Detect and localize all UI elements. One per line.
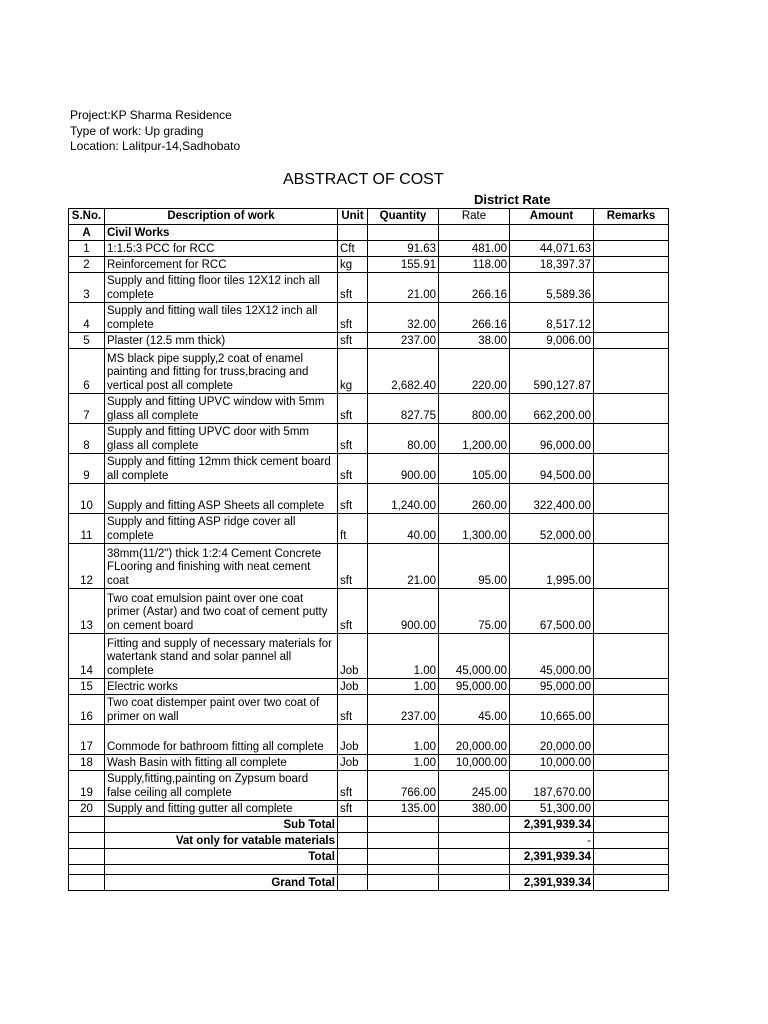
- item-unit: kg: [338, 257, 368, 273]
- item-sno: 14: [69, 634, 105, 679]
- item-quantity: 91.63: [368, 241, 439, 257]
- item-amount: 187,670.00: [510, 771, 594, 801]
- item-unit: kg: [338, 349, 368, 394]
- item-sno: 15: [69, 679, 105, 695]
- item-unit: Job: [338, 725, 368, 755]
- table-row: [69, 514, 669, 544]
- item-quantity: 766.00: [368, 771, 439, 801]
- item-amount: 9,006.00: [510, 333, 594, 349]
- item-amount: 1,995.00: [510, 544, 594, 589]
- item-quantity: 40.00: [368, 514, 439, 544]
- item-sno: 12: [69, 544, 105, 589]
- col-header-rate: Rate: [439, 209, 510, 225]
- location: Location: Lalitpur-14,Sadhobato: [70, 139, 241, 153]
- item-rate: 38.00: [439, 333, 510, 349]
- item-rate: 1,300.00: [439, 514, 510, 544]
- item-quantity: 1.00: [368, 725, 439, 755]
- item-unit: sft: [338, 695, 368, 725]
- item-quantity: 237.00: [368, 695, 439, 725]
- item-amount: 51,300.00: [510, 801, 594, 817]
- table-row: [69, 771, 669, 801]
- item-amount: 96,000.00: [510, 424, 594, 454]
- item-quantity: 135.00: [368, 801, 439, 817]
- table-row: [69, 257, 669, 273]
- item-description: Supply,fitting,painting on Zypsum board false ceiling all complete: [105, 771, 338, 801]
- item-description: Two coat distemper paint over two coat of primer on wall: [105, 695, 338, 725]
- table-row: [69, 755, 669, 771]
- item-unit: sft: [338, 454, 368, 484]
- col-header-sno: S.No.: [69, 209, 105, 225]
- item-description: Plaster (12.5 mm thick): [105, 333, 338, 349]
- item-rate: 45,000.00: [439, 634, 510, 679]
- item-unit: sft: [338, 771, 368, 801]
- item-sno: 13: [69, 589, 105, 634]
- vat-row: [69, 833, 669, 849]
- item-unit: Job: [338, 679, 368, 695]
- item-description: Supply and fitting floor tiles 12X12 inch all complete: [105, 273, 338, 303]
- item-description: Wash Basin with fitting all complete: [105, 755, 338, 771]
- item-quantity: 1.00: [368, 679, 439, 695]
- item-amount: 590,127.87: [510, 349, 594, 394]
- item-description: Supply and fitting ASP ridge cover all complete: [105, 514, 338, 544]
- item-amount: 45,000.00: [510, 634, 594, 679]
- item-rate: 95,000.00: [439, 679, 510, 695]
- total-row: [69, 849, 669, 865]
- item-sno: 19: [69, 771, 105, 801]
- item-remarks: [594, 424, 669, 454]
- item-description: Fitting and supply of necessary materials for watertank stand and solar pannel all complete: [105, 634, 338, 679]
- table-row: [69, 424, 669, 454]
- item-description: Commode for bathroom fitting all complete: [105, 725, 338, 755]
- item-quantity: 2,682.40: [368, 349, 439, 394]
- table-row: [69, 484, 669, 514]
- item-unit: sft: [338, 333, 368, 349]
- table-row: [69, 303, 669, 333]
- item-description: Supply and fitting gutter all complete: [105, 801, 338, 817]
- table-row: [69, 725, 669, 755]
- item-rate: 95.00: [439, 544, 510, 589]
- work-type: Type of work: Up grading: [70, 124, 204, 138]
- section-row: [69, 225, 669, 241]
- item-description: MS black pipe supply,2 coat of enamel painting and fitting for truss,bracing and vertical post all complete: [105, 349, 338, 394]
- item-quantity: 32.00: [368, 303, 439, 333]
- item-amount: 18,397.37: [510, 257, 594, 273]
- item-remarks: [594, 755, 669, 771]
- table-row: [69, 349, 669, 394]
- item-sno: 8: [69, 424, 105, 454]
- col-header-quantity: Quantity: [368, 209, 439, 225]
- grand-total-label: Grand Total: [105, 875, 338, 891]
- grand-total-row: [69, 875, 669, 891]
- item-remarks: [594, 333, 669, 349]
- section-label: Civil Works: [105, 225, 338, 241]
- item-remarks: [594, 454, 669, 484]
- item-remarks: [594, 679, 669, 695]
- item-sno: 5: [69, 333, 105, 349]
- item-sno: 20: [69, 801, 105, 817]
- project-name: Project:KP Sharma Residence: [70, 108, 232, 122]
- item-amount: 8,517.12: [510, 303, 594, 333]
- item-description: 38mm(11/2") thick 1:2:4 Cement Concrete FLooring and finishing with neat cement coat: [105, 544, 338, 589]
- item-unit: sft: [338, 544, 368, 589]
- table-row: [69, 333, 669, 349]
- item-remarks: [594, 514, 669, 544]
- item-quantity: 237.00: [368, 333, 439, 349]
- item-description: 1:1.5:3 PCC for RCC: [105, 241, 338, 257]
- item-remarks: [594, 394, 669, 424]
- item-unit: Job: [338, 634, 368, 679]
- item-sno: 1: [69, 241, 105, 257]
- item-rate: 220.00: [439, 349, 510, 394]
- item-amount: 662,200.00: [510, 394, 594, 424]
- item-rate: 118.00: [439, 257, 510, 273]
- item-amount: 94,500.00: [510, 454, 594, 484]
- item-sno: 6: [69, 349, 105, 394]
- table-row: [69, 634, 669, 679]
- item-rate: 105.00: [439, 454, 510, 484]
- sub-total-row: [69, 817, 669, 833]
- item-remarks: [594, 544, 669, 589]
- item-quantity: 155.91: [368, 257, 439, 273]
- item-remarks: [594, 695, 669, 725]
- item-remarks: [594, 349, 669, 394]
- item-quantity: 1.00: [368, 755, 439, 771]
- document-title: ABSTRACT OF COST: [283, 171, 444, 188]
- item-unit: ft: [338, 514, 368, 544]
- item-quantity: 1.00: [368, 634, 439, 679]
- item-sno: 4: [69, 303, 105, 333]
- item-amount: 67,500.00: [510, 589, 594, 634]
- item-quantity: 900.00: [368, 454, 439, 484]
- table-row: [69, 589, 669, 634]
- item-sno: 18: [69, 755, 105, 771]
- total-label: Total: [105, 849, 338, 865]
- item-unit: sft: [338, 484, 368, 514]
- item-quantity: 1,240.00: [368, 484, 439, 514]
- col-header-remarks: Remarks: [594, 209, 669, 225]
- rate-type-label: District Rate: [474, 192, 551, 207]
- item-rate: 260.00: [439, 484, 510, 514]
- item-rate: 75.00: [439, 589, 510, 634]
- item-rate: 245.00: [439, 771, 510, 801]
- item-description: Supply and fitting 12mm thick cement board all complete: [105, 454, 338, 484]
- item-description: Supply and fitting wall tiles 12X12 inch all complete: [105, 303, 338, 333]
- item-remarks: [594, 634, 669, 679]
- item-rate: 1,200.00: [439, 424, 510, 454]
- item-rate: 380.00: [439, 801, 510, 817]
- item-quantity: 80.00: [368, 424, 439, 454]
- item-quantity: 21.00: [368, 273, 439, 303]
- col-header-unit: Unit: [338, 209, 368, 225]
- item-unit: sft: [338, 303, 368, 333]
- item-unit: sft: [338, 273, 368, 303]
- section-code: A: [69, 225, 105, 241]
- item-description: Two coat emulsion paint over one coat primer (Astar) and two coat of cement putty on cement board: [105, 589, 338, 634]
- item-remarks: [594, 273, 669, 303]
- sub-total-label: Sub Total: [105, 817, 338, 833]
- table-row: [69, 394, 669, 424]
- item-rate: 20,000.00: [439, 725, 510, 755]
- col-header-amount: Amount: [510, 209, 594, 225]
- item-unit: sft: [338, 589, 368, 634]
- item-unit: Cft: [338, 241, 368, 257]
- item-description: Supply and fitting UPVC window with 5mm glass all complete: [105, 394, 338, 424]
- item-sno: 2: [69, 257, 105, 273]
- grand-total-amount: 2,391,939.34: [510, 875, 594, 891]
- item-rate: 45.00: [439, 695, 510, 725]
- item-amount: 44,071.63: [510, 241, 594, 257]
- item-unit: Job: [338, 755, 368, 771]
- item-sno: 7: [69, 394, 105, 424]
- item-sno: 17: [69, 725, 105, 755]
- item-unit: sft: [338, 394, 368, 424]
- vat-label: Vat only for vatable materials: [105, 833, 338, 849]
- item-amount: 5,589.36: [510, 273, 594, 303]
- item-sno: 9: [69, 454, 105, 484]
- item-amount: 10,665.00: [510, 695, 594, 725]
- item-amount: 20,000.00: [510, 725, 594, 755]
- cost-abstract-table: [68, 208, 669, 891]
- item-remarks: [594, 771, 669, 801]
- item-description: Supply and fitting ASP Sheets all complete: [105, 484, 338, 514]
- item-remarks: [594, 589, 669, 634]
- item-amount: 95,000.00: [510, 679, 594, 695]
- item-remarks: [594, 303, 669, 333]
- item-unit: sft: [338, 424, 368, 454]
- sub-total-amount: 2,391,939.34: [510, 817, 594, 833]
- item-sno: 11: [69, 514, 105, 544]
- item-quantity: 21.00: [368, 544, 439, 589]
- col-header-description: Description of work: [105, 209, 338, 225]
- item-remarks: [594, 484, 669, 514]
- item-rate: 800.00: [439, 394, 510, 424]
- item-sno: 16: [69, 695, 105, 725]
- item-rate: 266.16: [439, 303, 510, 333]
- item-description: Reinforcement for RCC: [105, 257, 338, 273]
- item-quantity: 900.00: [368, 589, 439, 634]
- table-row: [69, 801, 669, 817]
- item-remarks: [594, 241, 669, 257]
- table-row: [69, 695, 669, 725]
- item-remarks: [594, 725, 669, 755]
- table-row: [69, 241, 669, 257]
- item-description: Supply and fitting UPVC door with 5mm glass all complete: [105, 424, 338, 454]
- item-sno: 10: [69, 484, 105, 514]
- table-row: [69, 454, 669, 484]
- table-header-row: [69, 209, 669, 225]
- item-unit: sft: [338, 801, 368, 817]
- item-rate: 481.00: [439, 241, 510, 257]
- item-amount: 10,000.00: [510, 755, 594, 771]
- table-row: [69, 679, 669, 695]
- table-row: [69, 544, 669, 589]
- item-description: Electric works: [105, 679, 338, 695]
- item-amount: 322,400.00: [510, 484, 594, 514]
- table-row: [69, 273, 669, 303]
- item-rate: 10,000.00: [439, 755, 510, 771]
- item-remarks: [594, 257, 669, 273]
- vat-amount: -: [510, 833, 594, 849]
- total-amount: 2,391,939.34: [510, 849, 594, 865]
- item-sno: 3: [69, 273, 105, 303]
- item-remarks: [594, 801, 669, 817]
- item-amount: 52,000.00: [510, 514, 594, 544]
- spacer-row: [69, 865, 669, 875]
- item-rate: 266.16: [439, 273, 510, 303]
- item-quantity: 827.75: [368, 394, 439, 424]
